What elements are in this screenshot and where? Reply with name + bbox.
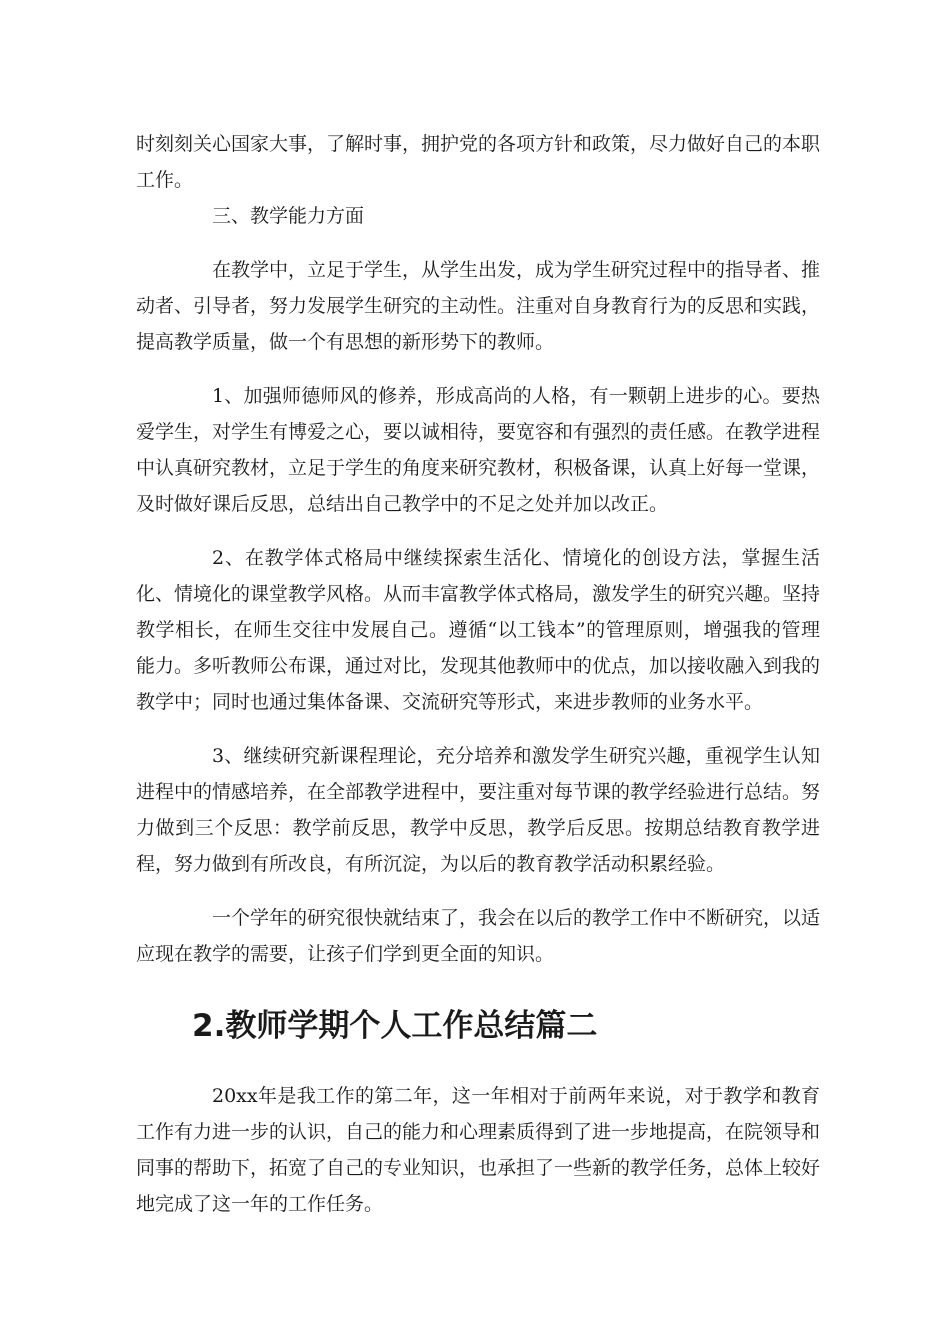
paragraph-item-3: 3、继续研究新课程理论，充分培养和激发学生研究兴趣，重视学生认知进程中的情感培养，在全部教学进程中，要注重对每节课的教学经验进行总结。努力做到三个反思：教学前反思，教学中反思，教学后反思。按期总结教育教学进程，努力做到有所改良，有所沉淀，为以后的教育教学活动积累经验。 — [136, 745, 821, 875]
heading-summary-part-two: 2.教师学期个人工作总结篇二 — [192, 1008, 598, 1044]
paragraph-teaching-intro: 在教学中，立足于学生，从学生出发，成为学生研究过程中的指导者、推动者、引导者，努力发展学生研究的主动性。注重对自身教育行为的反思和实践，提高教学质量，做一个有思想的新形势下的教师。 — [136, 259, 821, 353]
paragraph-item-2: 2、在教学体式格局中继续探索生活化、情境化的创设方法，掌握生活化、情境化的课堂教学风格。从而丰富教学体式格局，激发学生的研究兴趣。坚持教学相长，在师生交往中发展自己。遵循“以工钱本”的管理原则，增强我的管理能力。多听教师公布课，通过对比，发现其他教师中的优点，加以接收融入到我的教学中；同时也通过集体备课、交流研究等形式，来进步教师的业务水平。 — [136, 547, 821, 713]
paragraph-conclusion: 一个学年的研究很快就结束了，我会在以后的教学工作中不断研究，以适应现在教学的需要，让孩子们学到更全面的知识。 — [136, 907, 821, 965]
document-page — [136, 126, 820, 1222]
section-heading-teaching-ability: 三、教学能力方面 — [212, 205, 365, 227]
paragraph-continuation: 时刻刻关心国家大事，了解时事，拥护党的各项方针和政策，尽力做好自己的本职工作。 — [136, 133, 821, 191]
paragraph-part-two-intro: 20xx年是我工作的第二年，这一年相对于前两年来说，对于教学和教育工作有力进一步的认识，自己的能力和心理素质得到了进一步地提高，在院领导和同事的帮助下，拓宽了自己的专业知识，也承担了一些新的教学任务，总体上较好地完成了这一年的工作任务。 — [136, 1085, 821, 1215]
paragraph-item-1: 1、加强师德师风的修养，形成高尚的人格，有一颗朝上进步的心。要热爱学生，对学生有博爱之心，要以诚相待，要宽容和有强烈的责任感。在教学进程中认真研究教材，立足于学生的角度来研究教材，积极备课，认真上好每一堂课，及时做好课后反思，总结出自己教学中的不足之处并加以改正。 — [136, 385, 821, 515]
